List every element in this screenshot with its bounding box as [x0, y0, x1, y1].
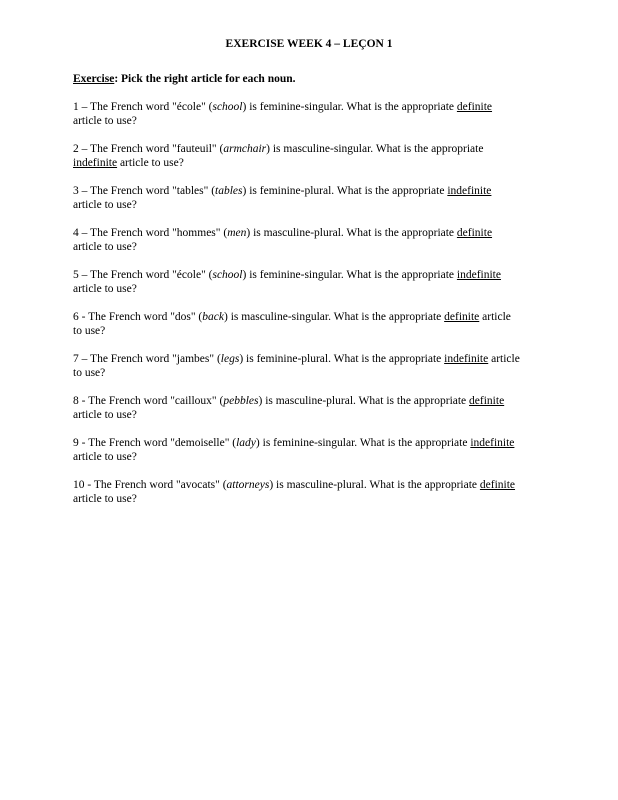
question-item	[73, 310, 553, 352]
question-suffix-line2: article to use?	[73, 241, 137, 254]
question-translation: pebbles	[223, 395, 259, 407]
question-article-type: indefinite	[470, 437, 515, 449]
question-article-type: indefinite	[73, 157, 118, 170]
question-prefix: 8 - The French word "cailloux" (	[73, 395, 224, 407]
question-translation: back	[202, 311, 224, 323]
page-title: EXERCISE WEEK 4 – LEÇON 1	[225, 38, 393, 50]
question-middle: ) is feminine-plural. What is the appropriate	[239, 353, 445, 365]
question-article-type: definite	[469, 395, 505, 407]
question-translation: school	[212, 101, 243, 113]
question-translation: tables	[215, 185, 243, 197]
instruction-label: Exercise	[73, 73, 115, 85]
question-middle: ) is masculine-plural. What is the appropriate	[258, 395, 470, 407]
question-prefix: 6 - The French word "dos" (	[73, 311, 203, 323]
question-translation: armchair	[223, 143, 267, 155]
question-item	[73, 100, 553, 142]
question-translation: legs	[220, 353, 240, 365]
question-prefix: 10 - The French word "avocats" (	[73, 479, 227, 491]
question-article-type: indefinite	[447, 185, 492, 197]
question-translation: lady	[236, 437, 256, 449]
question-middle: ) is feminine-plural. What is the appropriate	[242, 185, 448, 197]
question-article-type: definite	[456, 227, 493, 239]
question-suffix-line2: article to use?	[73, 283, 137, 296]
question-article-type: definite	[479, 479, 516, 491]
question-item	[73, 394, 553, 436]
question-item	[73, 184, 553, 226]
question-item	[73, 352, 553, 394]
question-prefix: 2 – The French word "fauteuil" (	[73, 143, 224, 155]
question-suffix-line2: article to use?	[73, 199, 137, 212]
question-prefix: 7 – The French word "jambes" (	[73, 353, 221, 365]
question-middle: ) is feminine-singular. What is the appropriate	[242, 269, 457, 281]
question-prefix: 4 – The French word "hommes" (	[73, 227, 228, 239]
question-translation: school	[212, 269, 243, 281]
question-middle: ) is masculine-singular. What is the appropriate	[223, 311, 445, 323]
question-list	[73, 100, 553, 520]
question-translation: attorneys	[226, 479, 270, 491]
question-suffix-line1: article	[479, 311, 511, 323]
question-prefix: 3 – The French word "tables" (	[73, 185, 216, 197]
question-suffix-line2: article to use?	[73, 409, 137, 422]
question-prefix: 9 - The French word "demoiselle" (	[73, 437, 237, 449]
question-translation: men	[227, 227, 247, 239]
question-suffix-line2: article to use?	[73, 493, 137, 506]
instruction-text: : Pick the right article for each noun.	[114, 73, 296, 85]
question-item	[73, 226, 553, 268]
question-article-type: indefinite	[456, 269, 501, 281]
question-middle: ) is masculine-plural. What is the appropriate	[246, 227, 457, 239]
question-middle: ) is masculine-singular. What is the appropriate	[266, 143, 484, 155]
question-item	[73, 478, 553, 520]
question-suffix-line1: article	[488, 353, 520, 365]
question-middle: ) is feminine-singular. What is the appropriate	[255, 437, 471, 449]
question-suffix-line2: article to use?	[73, 451, 137, 464]
exercise-instruction	[73, 72, 296, 86]
question-middle: ) is feminine-singular. What is the appropriate	[242, 101, 457, 113]
question-middle: ) is masculine-plural. What is the appropriate	[269, 479, 480, 491]
question-item	[73, 142, 553, 184]
question-item	[73, 436, 553, 478]
question-suffix-line2: to use?	[73, 325, 106, 338]
question-suffix-line2: to use?	[73, 367, 106, 380]
question-suffix-line2: article to use?	[73, 115, 137, 128]
question-item	[73, 268, 553, 310]
question-prefix: 1 – The French word "école" (	[73, 101, 213, 113]
question-article-type: definite	[444, 311, 480, 323]
question-prefix: 5 – The French word "école" (	[73, 269, 213, 281]
question-article-type: indefinite	[444, 353, 489, 365]
question-suffix-line2: article to use?	[117, 157, 184, 170]
question-article-type: definite	[456, 101, 493, 113]
